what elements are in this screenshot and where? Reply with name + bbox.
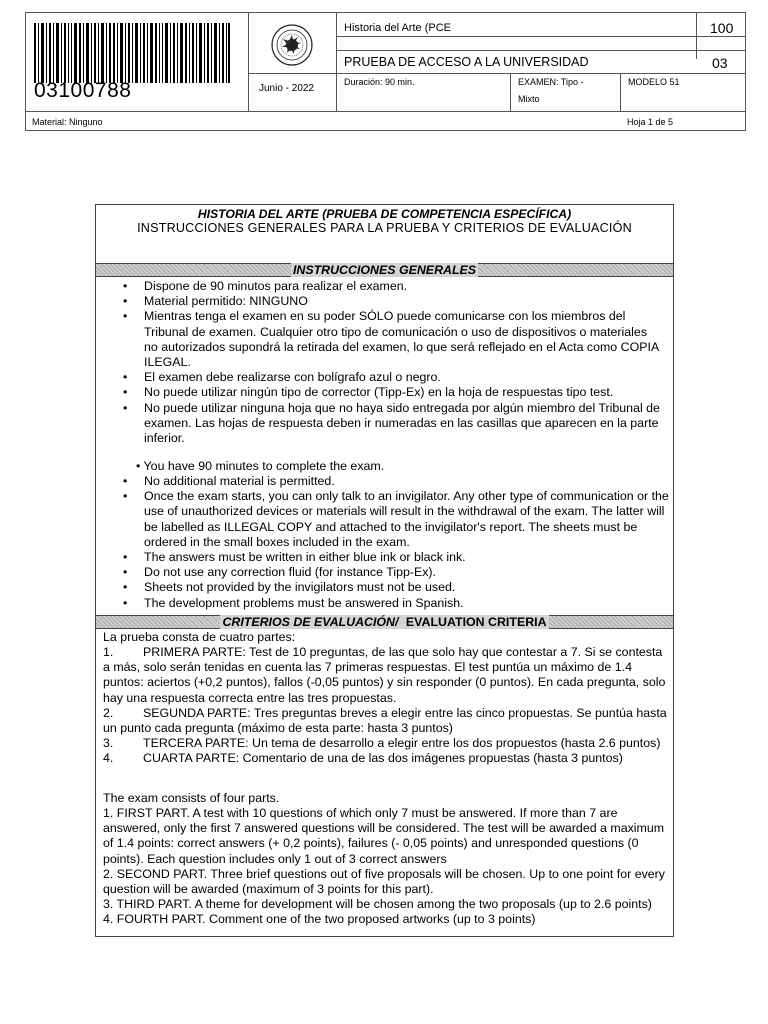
instructions-heading-band bbox=[96, 263, 673, 277]
criteria-intro-es: La prueba consta de cuatro partes: bbox=[103, 630, 296, 644]
list-item: • Once the exam starts, you can only talk to an invigilator. Any other type of communication or the use of unauthorized devices or materials will result in the withdrawal of the exam. The latter will be labelled as ILLEGAL COPY and attached to the invigilator's report. The sheets must be ordered in the small boxes included in the exam. bbox=[96, 489, 670, 550]
document-title: HISTORIA DEL ARTE (PRUEBA DE COMPETENCIA ESPECÍFICA) bbox=[197, 207, 572, 221]
criteria-item: 3. THIRD PART. A theme for development will be chosen among the two proposals (up to 2.6 points) bbox=[103, 897, 652, 912]
criteria-en-list bbox=[103, 806, 669, 928]
criteria-heading-en: EVALUATION CRITERIA bbox=[402, 615, 547, 629]
criteria-item: 1. PRIMERA PARTE: Test de 10 preguntas, de las que solo hay que contestar a 7. Si se contesta a más, solo serán tenidas en cuenta las 7 primeras respuestas. El test puntúa un máximo de 1.4 puntos: aciertos (+0,2 puntos), fallos (-0,05 puntos) y sin responder (0 puntos). En cada pregunta, solo hay una respuesta correcta entre las tres propuestas. bbox=[103, 645, 666, 705]
list-item: • Mientras tenga el examen en su poder SÓLO puede comunicarse con los miembros del Tribunal de examen. Cualquier otro tipo de comunicación o uso de dispositivos o materiales no autorizados supondrá la retirada del examen, lo que será reflejado en el Acta como COPIA ILEGAL. bbox=[96, 309, 664, 370]
exam-type-line2: Mixto bbox=[518, 94, 540, 104]
list-item: • The development problems must be answered in Spanish. bbox=[96, 596, 670, 611]
criteria-item: 4. CUARTA PARTE: Comentario de una de las dos imágenes propuestas (hasta 3 puntos) bbox=[103, 751, 623, 766]
list-item: • No puede utilizar ningún tipo de corrector (Tipp-Ex) en la hoja de respuestas tipo test. bbox=[96, 385, 664, 400]
sheet-info: Hoja 1 de 5 bbox=[627, 117, 674, 127]
document-subtitle: INSTRUCCIONES GENERALES PARA LA PRUEBA Y CRITERIOS DE EVALUACIÓN bbox=[137, 221, 632, 235]
list-item: • No puede utilizar ninguna hoja que no haya sido entregada por algún miembro del Tribunal de examen. Las hojas de respuesta deben ir numeradas en las casillas que aparecen en la parte inferior. bbox=[96, 401, 664, 447]
criteria-item: 2. SEGUNDA PARTE: Tres preguntas breves a elegir entre las cinco propuestas. Se puntúa hasta un punto cada pregunta (máximo de esta parte: hasta 3 puntos) bbox=[103, 705, 667, 736]
exam-type-line1: EXAMEN: Tipo - bbox=[518, 77, 584, 87]
code-bottom: 03 bbox=[712, 55, 728, 71]
criteria-es-list bbox=[103, 645, 669, 767]
list-item: • Material permitido: NINGUNO bbox=[96, 294, 664, 309]
criteria-item: 3. TERCERA PARTE: Un tema de desarrollo a elegir entre los dos propuestos (hasta 2.6 puntos) bbox=[103, 736, 661, 751]
list-item: • Do not use any correction fluid (for instance Tipp-Ex). bbox=[96, 565, 670, 580]
instructions-es-list bbox=[96, 279, 664, 446]
barcode-image bbox=[34, 23, 230, 83]
list-item: • El examen debe realizarse con bolígrafo azul o negro. bbox=[96, 370, 664, 385]
criteria-intro-en: The exam consists of four parts. bbox=[103, 791, 280, 805]
exam-header bbox=[25, 12, 746, 131]
list-item: • The answers must be written in either blue ink or black ink. bbox=[96, 550, 670, 565]
criteria-heading-band bbox=[96, 615, 673, 629]
criteria-item: 1. FIRST PART. A test with 10 questions of which only 7 must be answered. If more than 7 are answered, only the first 7 answered questions will be considered. The test will be awarded a maximum of 1.4 points: correct answers (+ 0,2 points), failures (- 0,05 points) and unresponded questions (0 points). Each question includes only 1 out of 3 correct answers bbox=[103, 806, 665, 866]
criteria-item: 4. FOURTH PART. Comment one of the two proposed artworks (up to 3 points) bbox=[103, 912, 536, 927]
list-item: • No additional material is permitted. bbox=[96, 474, 670, 489]
list-item: • Dispone de 90 minutos para realizar el examen. bbox=[96, 279, 664, 294]
material-info: Material: Ninguno bbox=[32, 117, 103, 127]
exam-date: Junio - 2022 bbox=[259, 83, 315, 94]
instructions-heading: INSTRUCCIONES GENERALES bbox=[292, 263, 477, 277]
exam-model: MODELO 51 bbox=[628, 77, 680, 87]
barcode-number: 03100788 bbox=[34, 79, 132, 102]
list-item: • Sheets not provided by the invigilators must not be used. bbox=[96, 580, 670, 595]
exam-duration: Duración: 90 min. bbox=[344, 77, 415, 87]
instructions-en-list bbox=[96, 474, 670, 611]
subject-name: Historia del Arte (PCE bbox=[344, 22, 451, 34]
criteria-item: 2. SECOND PART. Three brief questions out of five proposals will be chosen. Up to one point for every question will be awarded (maximum of 3 points for this part). bbox=[103, 866, 665, 897]
university-seal-icon bbox=[270, 23, 314, 67]
instructions-box bbox=[95, 204, 674, 937]
exam-title: PRUEBA DE ACCESO A LA UNIVERSIDAD bbox=[344, 55, 589, 69]
criteria-heading-es: CRITERIOS DE EVALUACIÓN/ bbox=[222, 615, 399, 629]
instruction-en-first: • You have 90 minutes to complete the exam. bbox=[136, 459, 385, 473]
code-top: 100 bbox=[710, 20, 734, 36]
